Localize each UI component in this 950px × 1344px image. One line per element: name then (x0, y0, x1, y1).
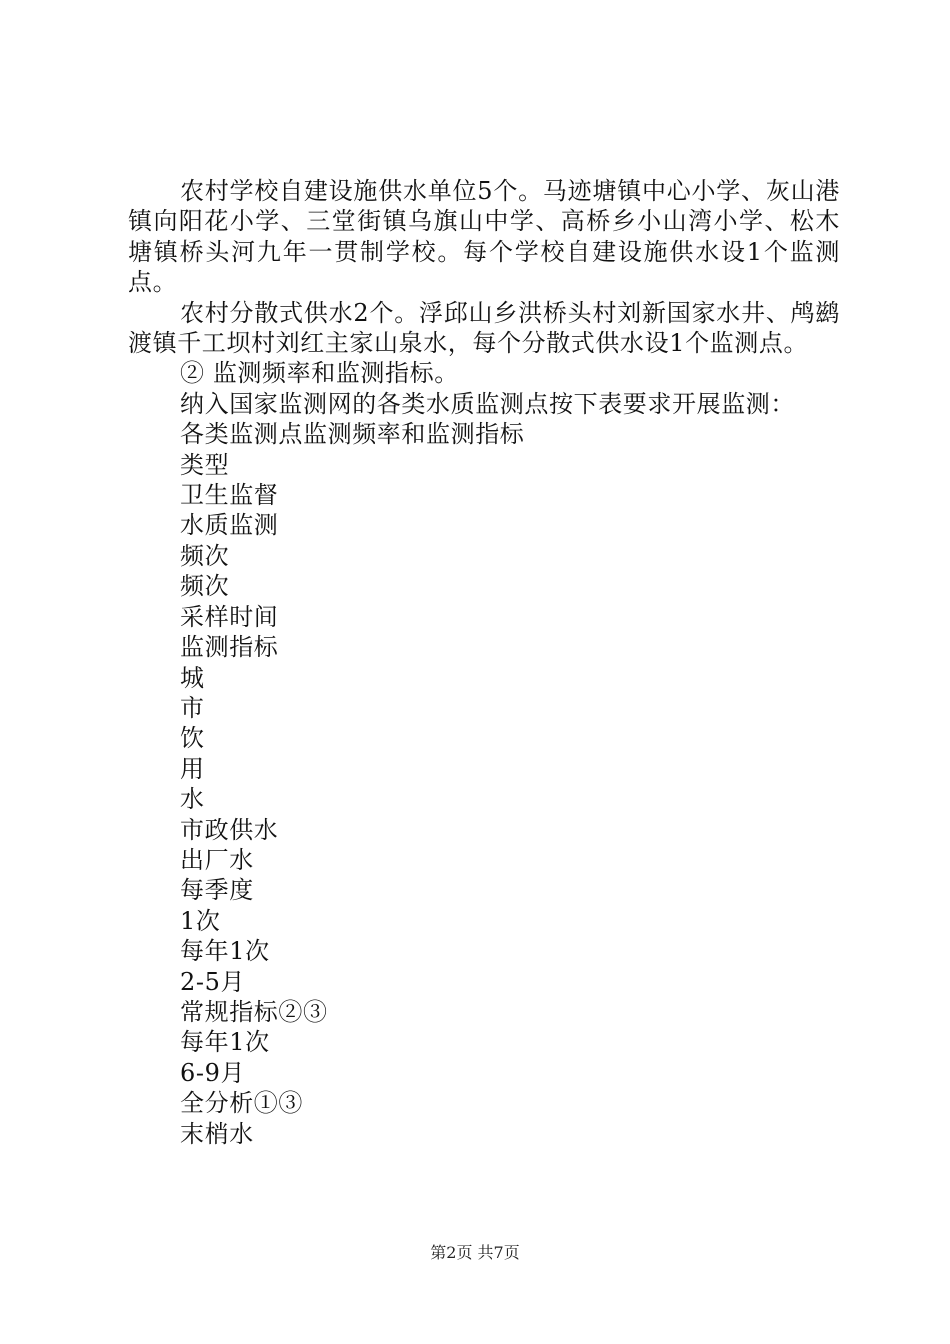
table-caption: 各类监测点监测频率和监测指标 (180, 420, 525, 449)
table-cell-text: 出厂水 (180, 845, 254, 874)
table-cell-text: 卫生监督 (180, 481, 279, 510)
paragraph-dispersed-water-supply: 农村分散式供水2个。浮邱山乡洪桥头村刘新国家水井、鸬鹚渡镇千工坝村刘红主家山泉水，每个分散式供水设1个监测点。 (128, 298, 840, 358)
table-cell-text: 1次 (180, 906, 221, 935)
table-cell-text: 全分析①③ (180, 1089, 303, 1118)
table-cell-text: 监测指标 (180, 633, 279, 662)
paragraph-school-water-supply: 农村学校自建设施供水单位5个。马迹塘镇中心小学、灰山港镇向阳花小学、三堂街镇乌旗山中学、高桥乡小山湾小学、松木塘镇桥头河九年一贯制学校。每个学校自建设施供水设1个监测点。 (128, 177, 840, 297)
table-cell-text: 市政供水 (180, 815, 279, 844)
document-body (128, 176, 840, 1149)
table-cell-text: 每年1次 (180, 1028, 270, 1057)
table-cell-text: 频次 (180, 541, 230, 570)
table-cell-text: 末梢水 (180, 1119, 254, 1148)
table-cell-text: 饮 (180, 724, 205, 753)
table-cell-text: 常规指标②③ (180, 997, 328, 1026)
table-cell-text: 2-5月 (180, 967, 246, 996)
table-cell-text: 6-9月 (180, 1058, 246, 1087)
table-cell-text: 每年1次 (180, 937, 270, 966)
table-cell-text: 市 (180, 693, 205, 722)
page-number-footer: 第2页 共7页 (430, 1243, 520, 1262)
table-cell-text: 水 (180, 785, 205, 814)
table-cell-text: 每季度 (180, 876, 254, 905)
table-cell-text: 城 (180, 663, 205, 692)
table-cell-text: 频次 (180, 572, 230, 601)
text-line: 纳入国家监测网的各类水质监测点按下表要求开展监测： (180, 389, 795, 418)
table-cell-text: 采样时间 (180, 602, 279, 631)
table-cell-text: 类型 (180, 450, 230, 479)
table-cell-text: 用 (180, 754, 205, 783)
table-cell-text: 水质监测 (180, 511, 279, 540)
section-heading-frequency: ② 监测频率和监测指标。 (180, 359, 459, 388)
